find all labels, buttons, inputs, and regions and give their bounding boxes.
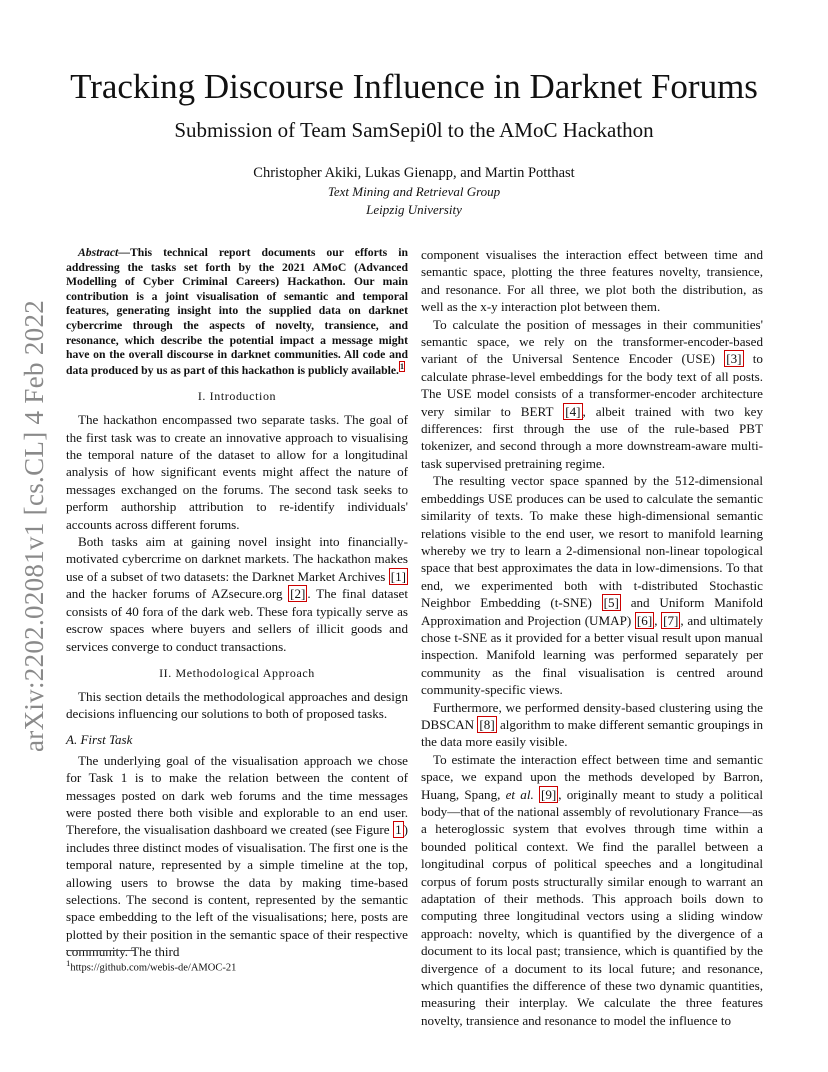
author-list: Christopher Akiki, Lukas Gienapp, and Martin Potthast — [253, 165, 575, 181]
subsection-heading-first-task: A. First Task — [66, 731, 133, 747]
abstract-text: —This technical report documents our efforts in addressing the tasks set forth by the 2021 AMoC (Advanced Modelling of Cyber Criminal Careers) Hackathon. Our main contribution is a joint visualisation of semantic and temporal features, generating insight into the supplied data on darknet cybercrime through the aspects of novelty, transience, and resonance, which describe the potential impact a message might have on the overall discourse in darknet communities. All code and data produced by us as part of this hackathon is publicly available. — [66, 246, 408, 377]
citation-link[interactable]: [9] — [540, 786, 557, 802]
abstract — [66, 246, 408, 378]
affiliation-university: Leipzig University — [366, 202, 462, 217]
paragraph: The hackathon encompassed two separate tasks. The goal of the first task was to create an innovative approach to visualising the temporal nature of the dataset to allow for a longitudinal analysis of how significant events might affect the nature of messages exchanged on the forums. The second task seeks to perform authorship attribution to re-identify individuals' accounts across different forums. — [66, 412, 408, 532]
citation-link[interactable]: [2] — [290, 586, 306, 602]
abstract-lead: Abstract — [78, 246, 119, 259]
paragraph: component visualises the interaction effect between time and semantic space, plotting the three features novelty, transience, and resonance. For all three, we plot both the distribution, as well as the x-y interaction plot between them. — [421, 247, 763, 315]
paragraph: Both tasks aim at gaining novel insight into financially-motivated cybercrime on darknet markets. The hackathon makes use of a subset of two datasets: the Darknet Market Archives [1] and the hacker forums of AZsecure.org [2] . The final dataset consists of 40 fora of the dark web. These fora typically serve as escrow spaces where buyers and sellers of illicit goods and services converge to conduct transactions. — [66, 534, 409, 654]
left-column — [66, 246, 408, 961]
section-heading-methodology: II. Methodological Approach — [159, 665, 315, 680]
paragraph: To calculate the position of messages in their communities' semantic space, we rely on the transformer-encoder-based variant of the Universal Sentence Encoder (USE) [3] to calculate phrase-level embeddings for the body text of all posts. The USE model consists of a transformer-encoder architecture very similar to BERT [4] , albeit trained with two key differences: first through the use of the rule-based PBT tokenizer, and second through a more downstream-aware multi-task supervised pretraining regime. — [421, 316, 763, 471]
paragraph: The underlying goal of the visualisation approach we chose for Task 1 is to make the relation between the content of messages posted on dark web forums and the time messages were posted there both visible and explorable to an end user. Therefore, the visualisation dashboard we created (see Figure 1 ) includes three distinct modes of visualisation. The first one is the temporal nature, represented by a simple timeline at the top, allowing users to browse the data by making time-based selections. The second is content, represented by the semantic space embedding to the left of the visualisations; here, posts are plotted by their position in the semantic space of their respective community. The third — [66, 752, 408, 960]
citation-link[interactable]: [3] — [726, 351, 742, 367]
right-column — [421, 246, 763, 1029]
footnote-link[interactable]: 1 — [399, 361, 404, 371]
citation-link[interactable]: [7] — [663, 612, 679, 628]
paragraph: To estimate the interaction effect between time and semantic space, we expand upon the methods developed by Barron, Huang, Spang, et al. [9] , originally meant to study a political body—that of the national assembly of revolutionary France—as a heteroglossic system that evolves through time within a bounded political context. We find the parallel between a longitudinal corpus of political speeches and a longitudinal corpus of forum posts structurally similar enough to warrant an adaptation of their methods. This approach boils down to computing three longitudinal vectors using a sliding window approach: novelty, which is quantified by the divergence of a document to its local past; transience, which is quantified by the divergence of a document to its local future; and resonance, which quantifies the difference of these two dynamic quantities, measuring their interplay. We calculate the three features novelty, transience and resonance to model the influence to — [421, 751, 763, 1028]
paper-subtitle: Submission of Team SamSepi0l to the AMoC Hackathon — [174, 118, 654, 142]
citation-link[interactable]: [8] — [479, 716, 495, 732]
paragraph: This section details the methodological approaches and design decisions influencing our solutions to both of proposed tasks. — [66, 688, 408, 722]
section-heading-introduction: I. Introduction — [197, 389, 277, 404]
citation-link[interactable]: [6] — [636, 612, 653, 628]
affiliation-group: Text Mining and Retrieval Group — [327, 184, 501, 199]
paragraph: Furthermore, we performed density-based clustering using the DBSCAN [8] algorithm to make different semantic groupings in the data more easily visible. — [421, 699, 764, 750]
footnote-url[interactable]: https://github.com/webis-de/AMOC-21 — [70, 962, 237, 974]
citation-link[interactable]: [1] — [390, 568, 406, 584]
citation-link[interactable]: [5] — [603, 595, 619, 611]
footnote-divider — [66, 950, 136, 951]
citation-link[interactable]: [4] — [565, 403, 581, 419]
arxiv-identifier: arXiv:2202.02081v1 [cs.CL] 4 Feb 2022 — [19, 299, 49, 752]
footnote-mark: 1 — [66, 958, 71, 968]
paragraph: The resulting vector space spanned by the 512-dimensional embeddings USE produces can be used to calculate the semantic similarity of texts. To make these high-dimensional semantic relations visible to the end user, we resort to manifold learning whereby we try to learn a 2-dimensional non-linear topological space that best approximates the data in low-dimensions. To that end, we experimented both with t-distributed Stochastic Neighbor Embedding (t-SNE) [5] and Uniform Manifold Approximation and Projection (UMAP) [6] , [7] , and ultimately chose t-SNE as it provided for a better visual result upon manual inspection. Manifold learning was performed separately per community as the final visualisation is centred around community-specific views. — [421, 473, 764, 698]
footnote — [66, 956, 408, 976]
paper-title: Tracking Discourse Influence in Darknet Forums — [70, 67, 758, 106]
figure-link[interactable]: 1 — [395, 822, 402, 838]
